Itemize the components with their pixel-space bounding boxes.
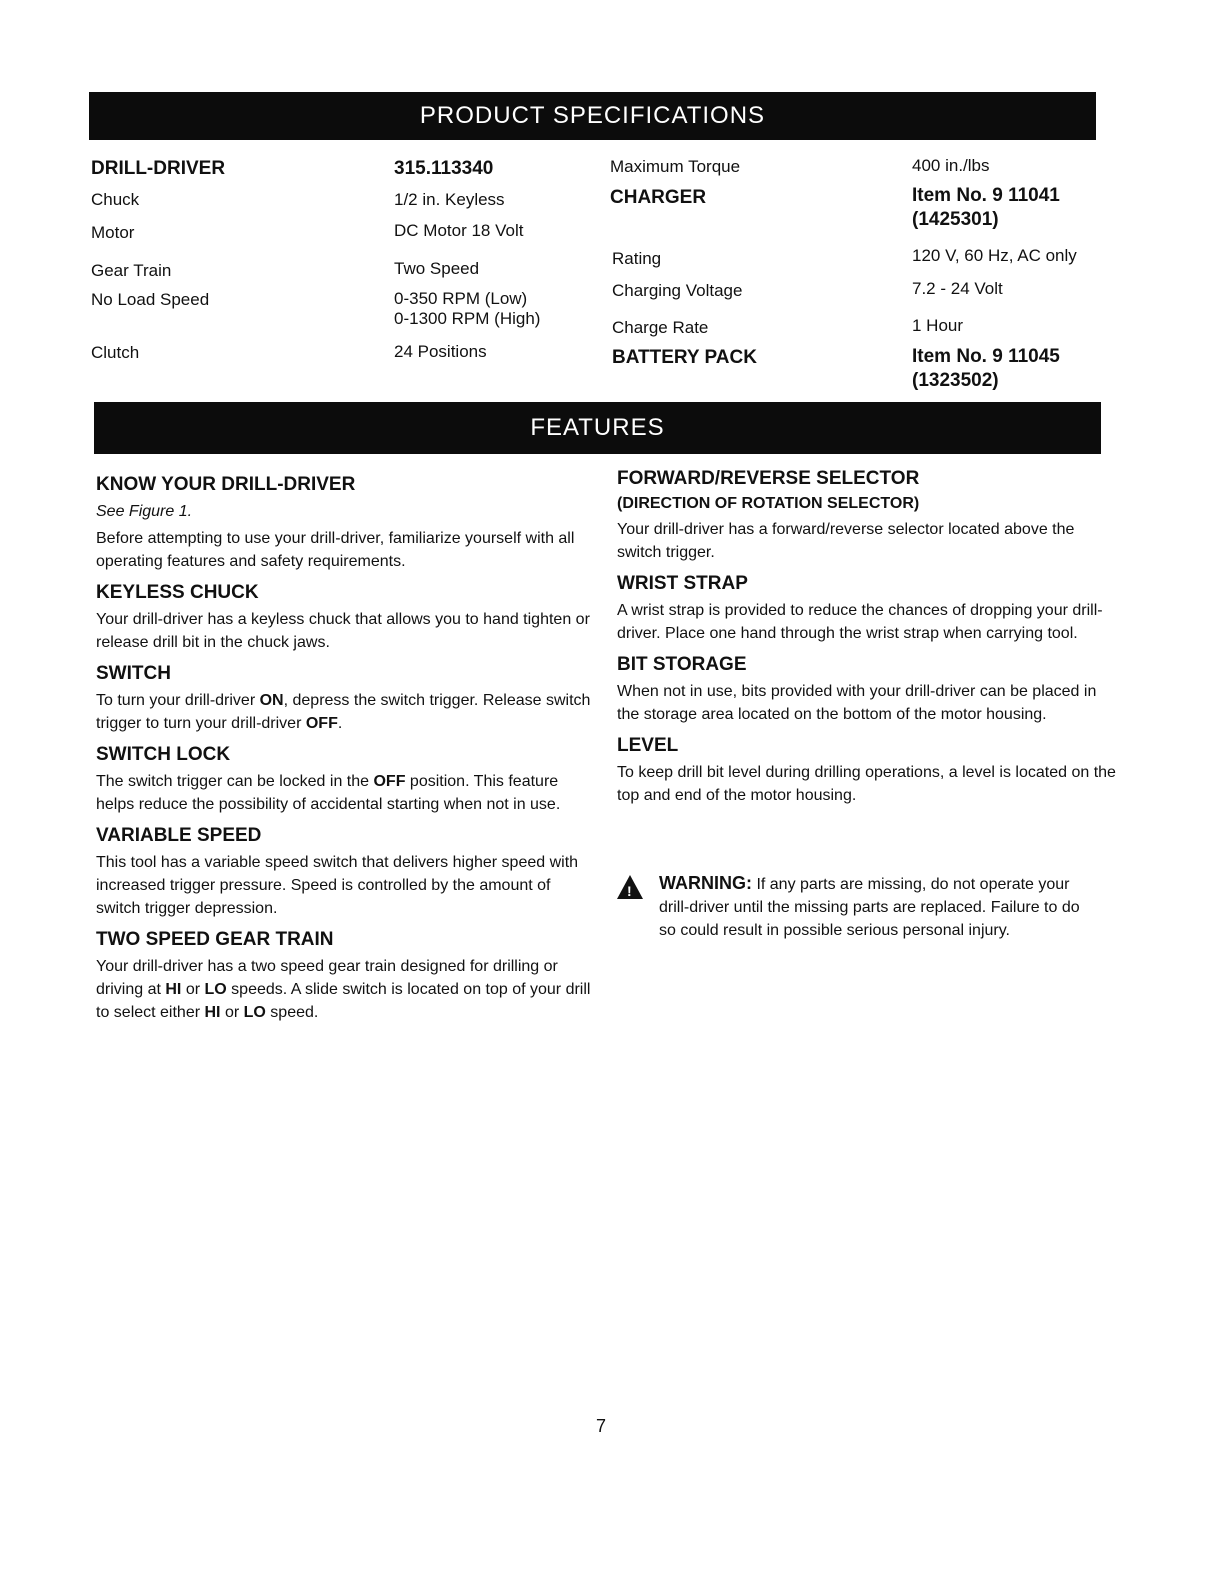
clutch-label: Clutch [91, 343, 140, 362]
chuck-value: 1/2 in. Keyless [394, 190, 505, 209]
variable-speed-heading: VARIABLE SPEED [96, 825, 262, 846]
know-body: Before attempting to use your drill-driver, familiarize yourself with all operating features and safety requirements. [96, 530, 575, 570]
rating-label: Rating [612, 249, 662, 268]
two-speed-body: Your drill-driver has a two speed gear train designed for drilling or driving at HI or LO speeds. A slide switch is located on top of your drill to select either HI or LO speed. [96, 958, 591, 1021]
level-heading: LEVEL [617, 735, 679, 756]
bit-storage-heading: BIT STORAGE [617, 654, 747, 675]
know-your-drill-section [96, 473, 596, 573]
two-speed-heading: TWO SPEED GEAR TRAIN [96, 929, 334, 950]
bit-storage-body: When not in use, bits provided with your drill-driver can be placed in the storage area located on the bottom of the motor housing. [617, 683, 1097, 723]
charging-voltage-label: Charging Voltage [612, 281, 743, 300]
switch-body: To turn your drill-driver ON, depress the switch trigger. Release switch trigger to turn your drill-driver OFF. [96, 692, 591, 732]
charger-catalog-number: (1425301) [912, 209, 999, 230]
max-torque-label: Maximum Torque [610, 157, 741, 176]
forward-reverse-body: Your drill-driver has a forward/reverse selector located above the switch trigger. [617, 521, 1075, 561]
wrist-strap-body: A wrist strap is provided to reduce the chances of dropping your drill-driver. Place one hand through the wrist strap when carrying tool. [617, 602, 1103, 642]
keyless-chuck-section [96, 581, 596, 654]
warning-label: WARNING: [659, 873, 752, 893]
gear-train-label: Gear Train [91, 261, 172, 280]
charger-label: CHARGER [610, 187, 707, 208]
battery-pack-label: BATTERY PACK [612, 347, 757, 368]
keyless-body: Your drill-driver has a keyless chuck that allows you to hand tighten or release drill bit in the chuck jaws. [96, 611, 590, 651]
know-heading: KNOW YOUR DRILL-DRIVER [96, 474, 356, 495]
features-right-column [617, 467, 1117, 815]
charging-voltage-value: 7.2 - 24 Volt [912, 279, 1003, 298]
charge-rate-value: 1 Hour [912, 316, 964, 335]
model-number: 315.113340 [394, 158, 494, 179]
motor-label: Motor [91, 223, 135, 242]
rating-value: 120 V, 60 Hz, AC only [912, 246, 1077, 265]
max-torque-value: 400 in./lbs [912, 156, 990, 175]
no-load-speed-label: No Load Speed [91, 290, 210, 309]
warning-triangle-icon: ! [617, 875, 643, 899]
level-body: To keep drill bit level during drilling operations, a level is located on the top and end of the motor housing. [617, 764, 1116, 804]
forward-reverse-heading: FORWARD/REVERSE SELECTOR [617, 468, 920, 489]
keyless-heading: KEYLESS CHUCK [96, 582, 259, 603]
switch-lock-body: The switch trigger can be locked in the OFF position. This feature helps reduce the possibility of accidental starting when not in use. [96, 773, 561, 813]
battery-catalog-number: (1323502) [912, 370, 999, 391]
no-load-speed-high: 0-1300 RPM (High) [394, 309, 541, 328]
forward-reverse-subheading: (DIRECTION OF ROTATION SELECTOR) [617, 495, 920, 512]
warning-text [659, 872, 1087, 942]
page-number: 7 [596, 1416, 607, 1436]
switch-heading: SWITCH [96, 663, 171, 684]
see-figure-note: See Figure 1. [96, 503, 193, 520]
gear-train-value: Two Speed [394, 259, 480, 278]
forward-reverse-section [617, 467, 1117, 564]
two-speed-section [96, 928, 596, 1024]
level-section [617, 734, 1117, 807]
switch-lock-section [96, 743, 596, 816]
variable-speed-section [96, 824, 596, 920]
drill-driver-label: DRILL-DRIVER [91, 158, 226, 179]
switch-lock-heading: SWITCH LOCK [96, 744, 231, 765]
charger-item-number: Item No. 9 11041 [912, 185, 1060, 206]
warning-block [617, 872, 1087, 942]
wrist-strap-heading: WRIST STRAP [617, 573, 748, 594]
charge-rate-label: Charge Rate [612, 318, 709, 337]
no-load-speed-low: 0-350 RPM (Low) [394, 289, 528, 308]
chuck-label: Chuck [91, 190, 140, 209]
motor-value: DC Motor 18 Volt [394, 221, 524, 240]
warning-body: If any parts are missing, do not operate your drill-driver until the missing parts are replaced. Failure to do so could result in possible serious personal injury. [659, 876, 1080, 939]
specs-title: PRODUCT SPECIFICATIONS [419, 102, 766, 129]
wrist-strap-section [617, 572, 1117, 645]
features-banner [94, 402, 1101, 454]
battery-item-number: Item No. 9 11045 [912, 346, 1060, 367]
features-title: FEATURES [530, 414, 665, 441]
product-specifications-banner [89, 92, 1096, 140]
switch-section [96, 662, 596, 735]
features-left-column [96, 473, 596, 1032]
variable-speed-body: This tool has a variable speed switch that delivers higher speed with increased trigger pressure. Speed is controlled by the amount of switch trigger depression. [96, 854, 579, 917]
clutch-value: 24 Positions [394, 342, 487, 361]
bit-storage-section [617, 653, 1117, 726]
